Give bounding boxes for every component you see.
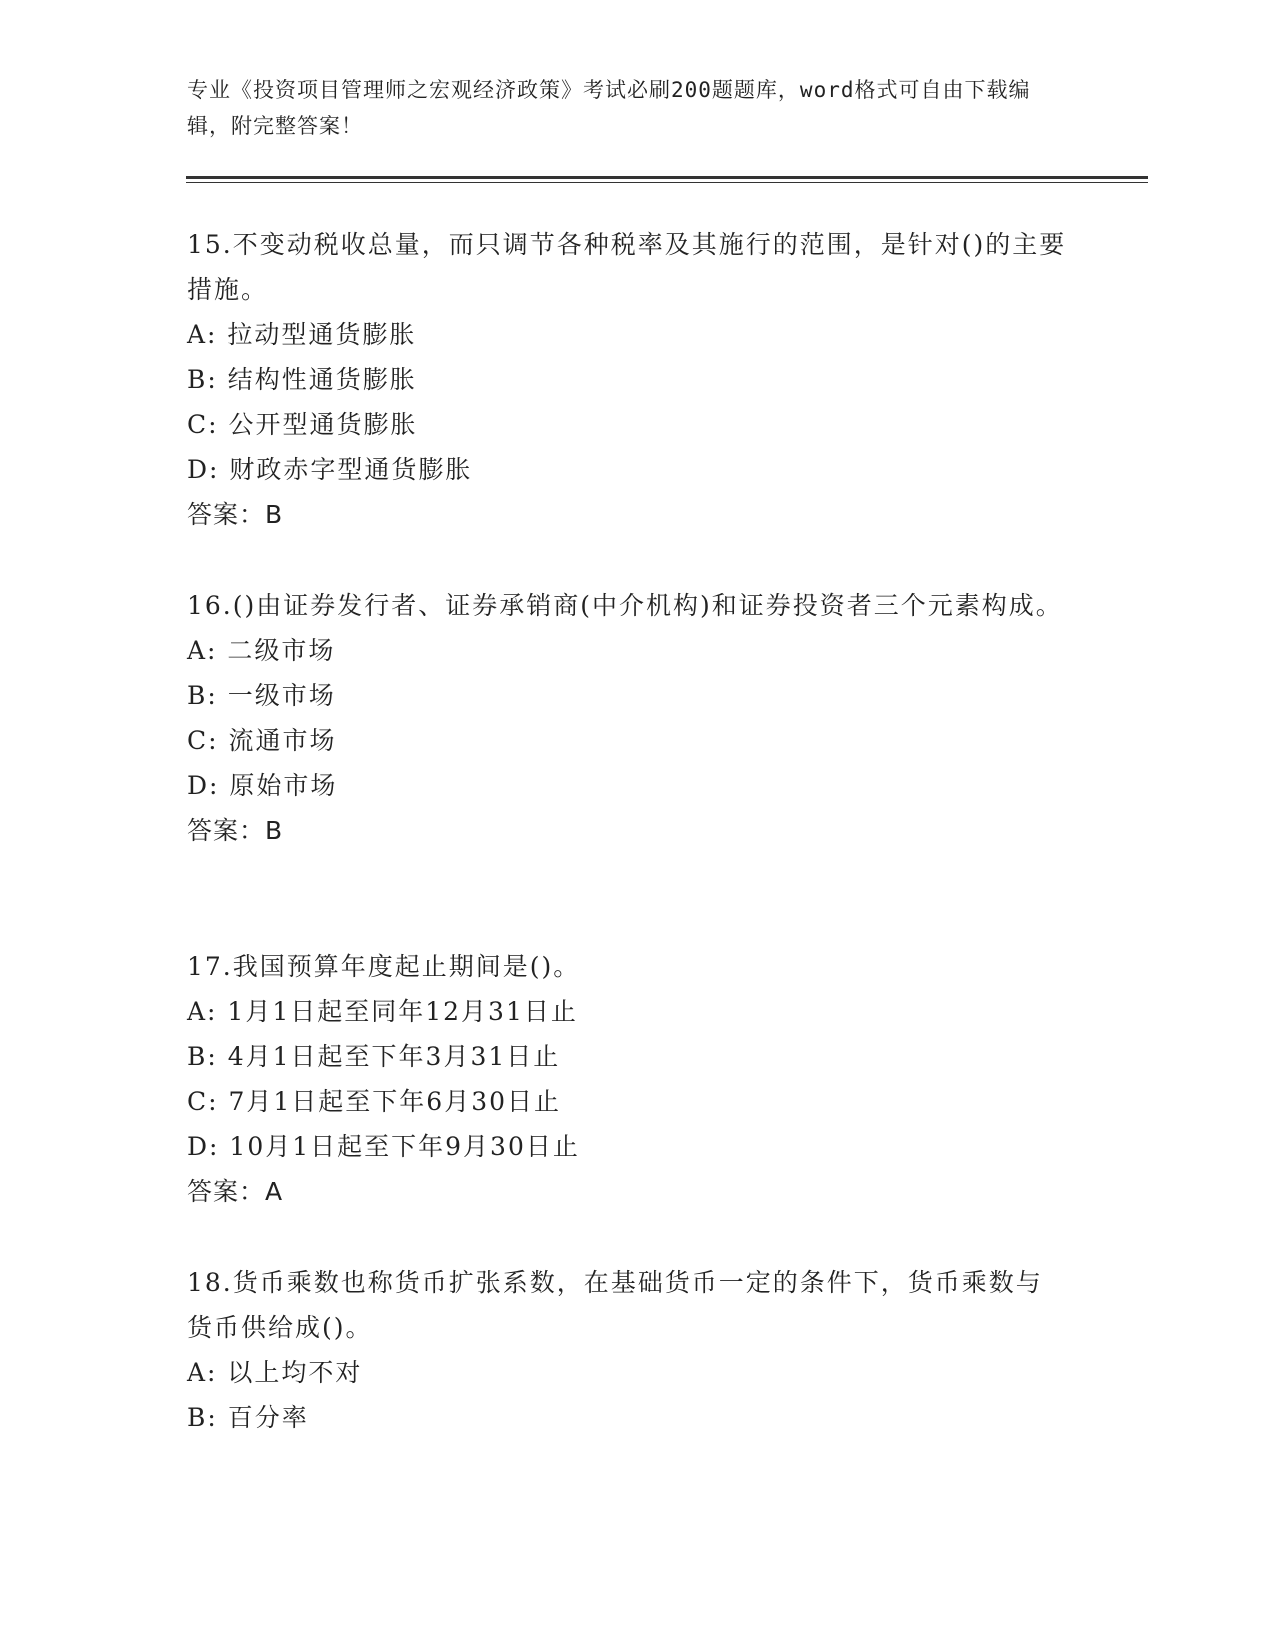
option-c: C: 流通市场 bbox=[187, 726, 337, 755]
option-a: A: 1月1日起至同年12月31日止 bbox=[187, 997, 578, 1026]
header-rule-thin bbox=[186, 182, 1148, 183]
document-header: 专业《投资项目管理师之宏观经济政策》考试必刷200题题库，word格式可自由下载编辑，附完整答案！ bbox=[187, 78, 1031, 138]
answer-label: 答案：B bbox=[187, 816, 284, 845]
question-stem: 17.我国预算年度起止期间是()。 bbox=[187, 952, 581, 981]
question-18 bbox=[187, 1260, 1067, 1440]
option-d: D: 财政赤字型通货膨胀 bbox=[187, 455, 473, 484]
answer-label: 答案：B bbox=[187, 500, 284, 529]
option-d: D: 原始市场 bbox=[187, 771, 338, 800]
question-stem: 15.不变动税收总量，而只调节各种税率及其施行的范围，是针对()的主要措施。 bbox=[187, 230, 1067, 304]
option-b: B: 百分率 bbox=[187, 1403, 309, 1432]
question-stem: 16.()由证券发行者、证券承销商(中介机构)和证券投资者三个元素构成。 bbox=[187, 591, 1063, 620]
option-d: D: 10月1日起至下年9月30日止 bbox=[187, 1132, 580, 1161]
question-stem: 18.货币乘数也称货币扩张系数，在基础货币一定的条件下，货币乘数与货币供给成()。 bbox=[187, 1268, 1043, 1342]
question-17 bbox=[187, 944, 1067, 1214]
answer-label: 答案：A bbox=[187, 1177, 284, 1206]
option-c: C: 公开型通货膨胀 bbox=[187, 410, 418, 439]
question-16 bbox=[187, 583, 1067, 853]
option-b: B: 4月1日起至下年3月31日止 bbox=[187, 1042, 561, 1071]
option-a: A: 以上均不对 bbox=[187, 1358, 363, 1387]
option-a: A: 拉动型通货膨胀 bbox=[187, 320, 417, 349]
option-a: A: 二级市场 bbox=[187, 636, 336, 665]
question-15 bbox=[187, 222, 1067, 537]
option-b: B: 一级市场 bbox=[187, 681, 336, 710]
option-c: C: 7月1日起至下年6月30日止 bbox=[187, 1087, 562, 1116]
option-b: B: 结构性通货膨胀 bbox=[187, 365, 417, 394]
header-rule-thick bbox=[186, 176, 1148, 179]
